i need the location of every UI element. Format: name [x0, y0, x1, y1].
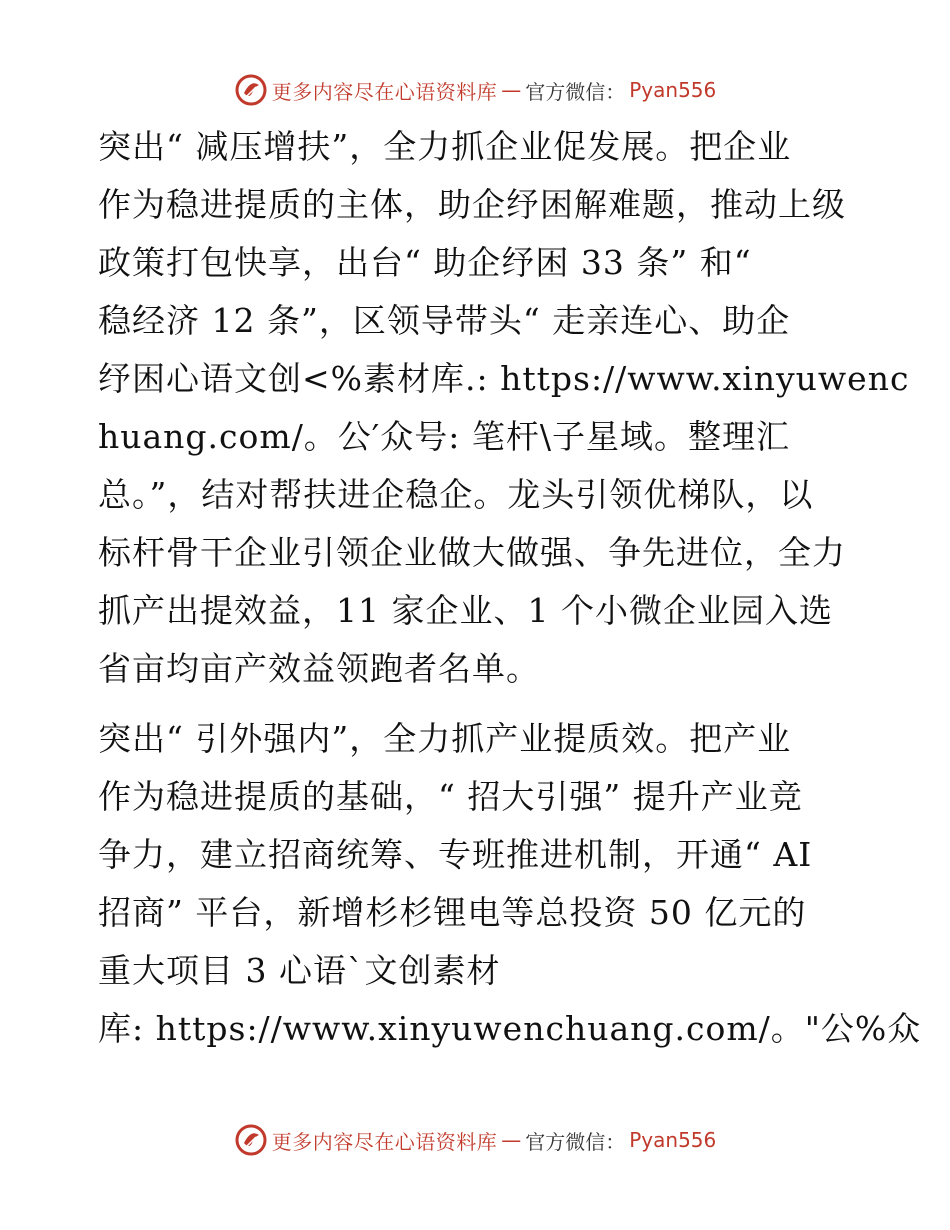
- text-line: 纾困心语文创<%素材库.: https://www.xinyuwenc: [98, 359, 910, 398]
- logo-icon: [234, 1123, 268, 1157]
- text-line: 争力，建立招商统筹、专班推进机制，开通“ AI: [98, 835, 813, 874]
- footer-wechat-id: Pyan556: [629, 1128, 717, 1152]
- paragraph-2: [98, 710, 922, 1058]
- text-line: 作为稳进提质的基础，“ 招大引强” 提升产业竞: [98, 777, 803, 816]
- header-sub-text: 官方微信：: [525, 79, 626, 104]
- text-line: 突出“ 引外强内”，全力抓产业提质效。把产业: [98, 719, 792, 758]
- header-dash: —: [501, 78, 522, 102]
- footer-main-text: 更多内容尽在心语资料库: [271, 1129, 498, 1154]
- footer-sub-text: 官方微信：: [525, 1129, 626, 1154]
- text-line: 重大项目 3 心语`文创素材: [98, 951, 501, 990]
- text-line: 招商” 平台，新增杉杉锂电等总投资 50 亿元的: [98, 893, 807, 932]
- footer-banner: [0, 1120, 950, 1160]
- logo-icon: [234, 73, 268, 107]
- text-line: 作为稳进提质的主体，助企纾困解难题，推动上级: [98, 185, 846, 224]
- text-line: 稳经济 12 条”，区领导带头“ 走亲连心、助企: [98, 301, 791, 340]
- paragraph-1: [98, 118, 910, 698]
- text-line: 库: https://www.xinyuwenchuang.com/。"公%众: [98, 1009, 922, 1048]
- text-line: 政策打包快享，出台“ 助企纾困 33 条” 和“: [98, 243, 752, 282]
- text-line: 突出“ 减压增扶”，全力抓企业促发展。把企业: [98, 127, 792, 166]
- document-body: [98, 118, 922, 1070]
- header-main-text: 更多内容尽在心语资料库: [271, 79, 498, 104]
- footer-dash: —: [501, 1128, 522, 1152]
- header-wechat-id: Pyan556: [629, 78, 717, 102]
- text-line: huang.com/。公′众号: 笔杆\子星域。整理汇: [98, 417, 791, 456]
- text-line: 抓产出提效益，11 家企业、1 个小微企业园入选: [98, 591, 833, 630]
- text-line: 省亩均亩产效益领跑者名单。: [98, 649, 540, 688]
- header-banner: [0, 70, 950, 110]
- text-line: 标杆骨干企业引领企业做大做强、争先进位，全力: [98, 533, 846, 572]
- text-line: 总。”，结对帮扶进企稳企。龙头引领优梯队，以: [98, 475, 814, 514]
